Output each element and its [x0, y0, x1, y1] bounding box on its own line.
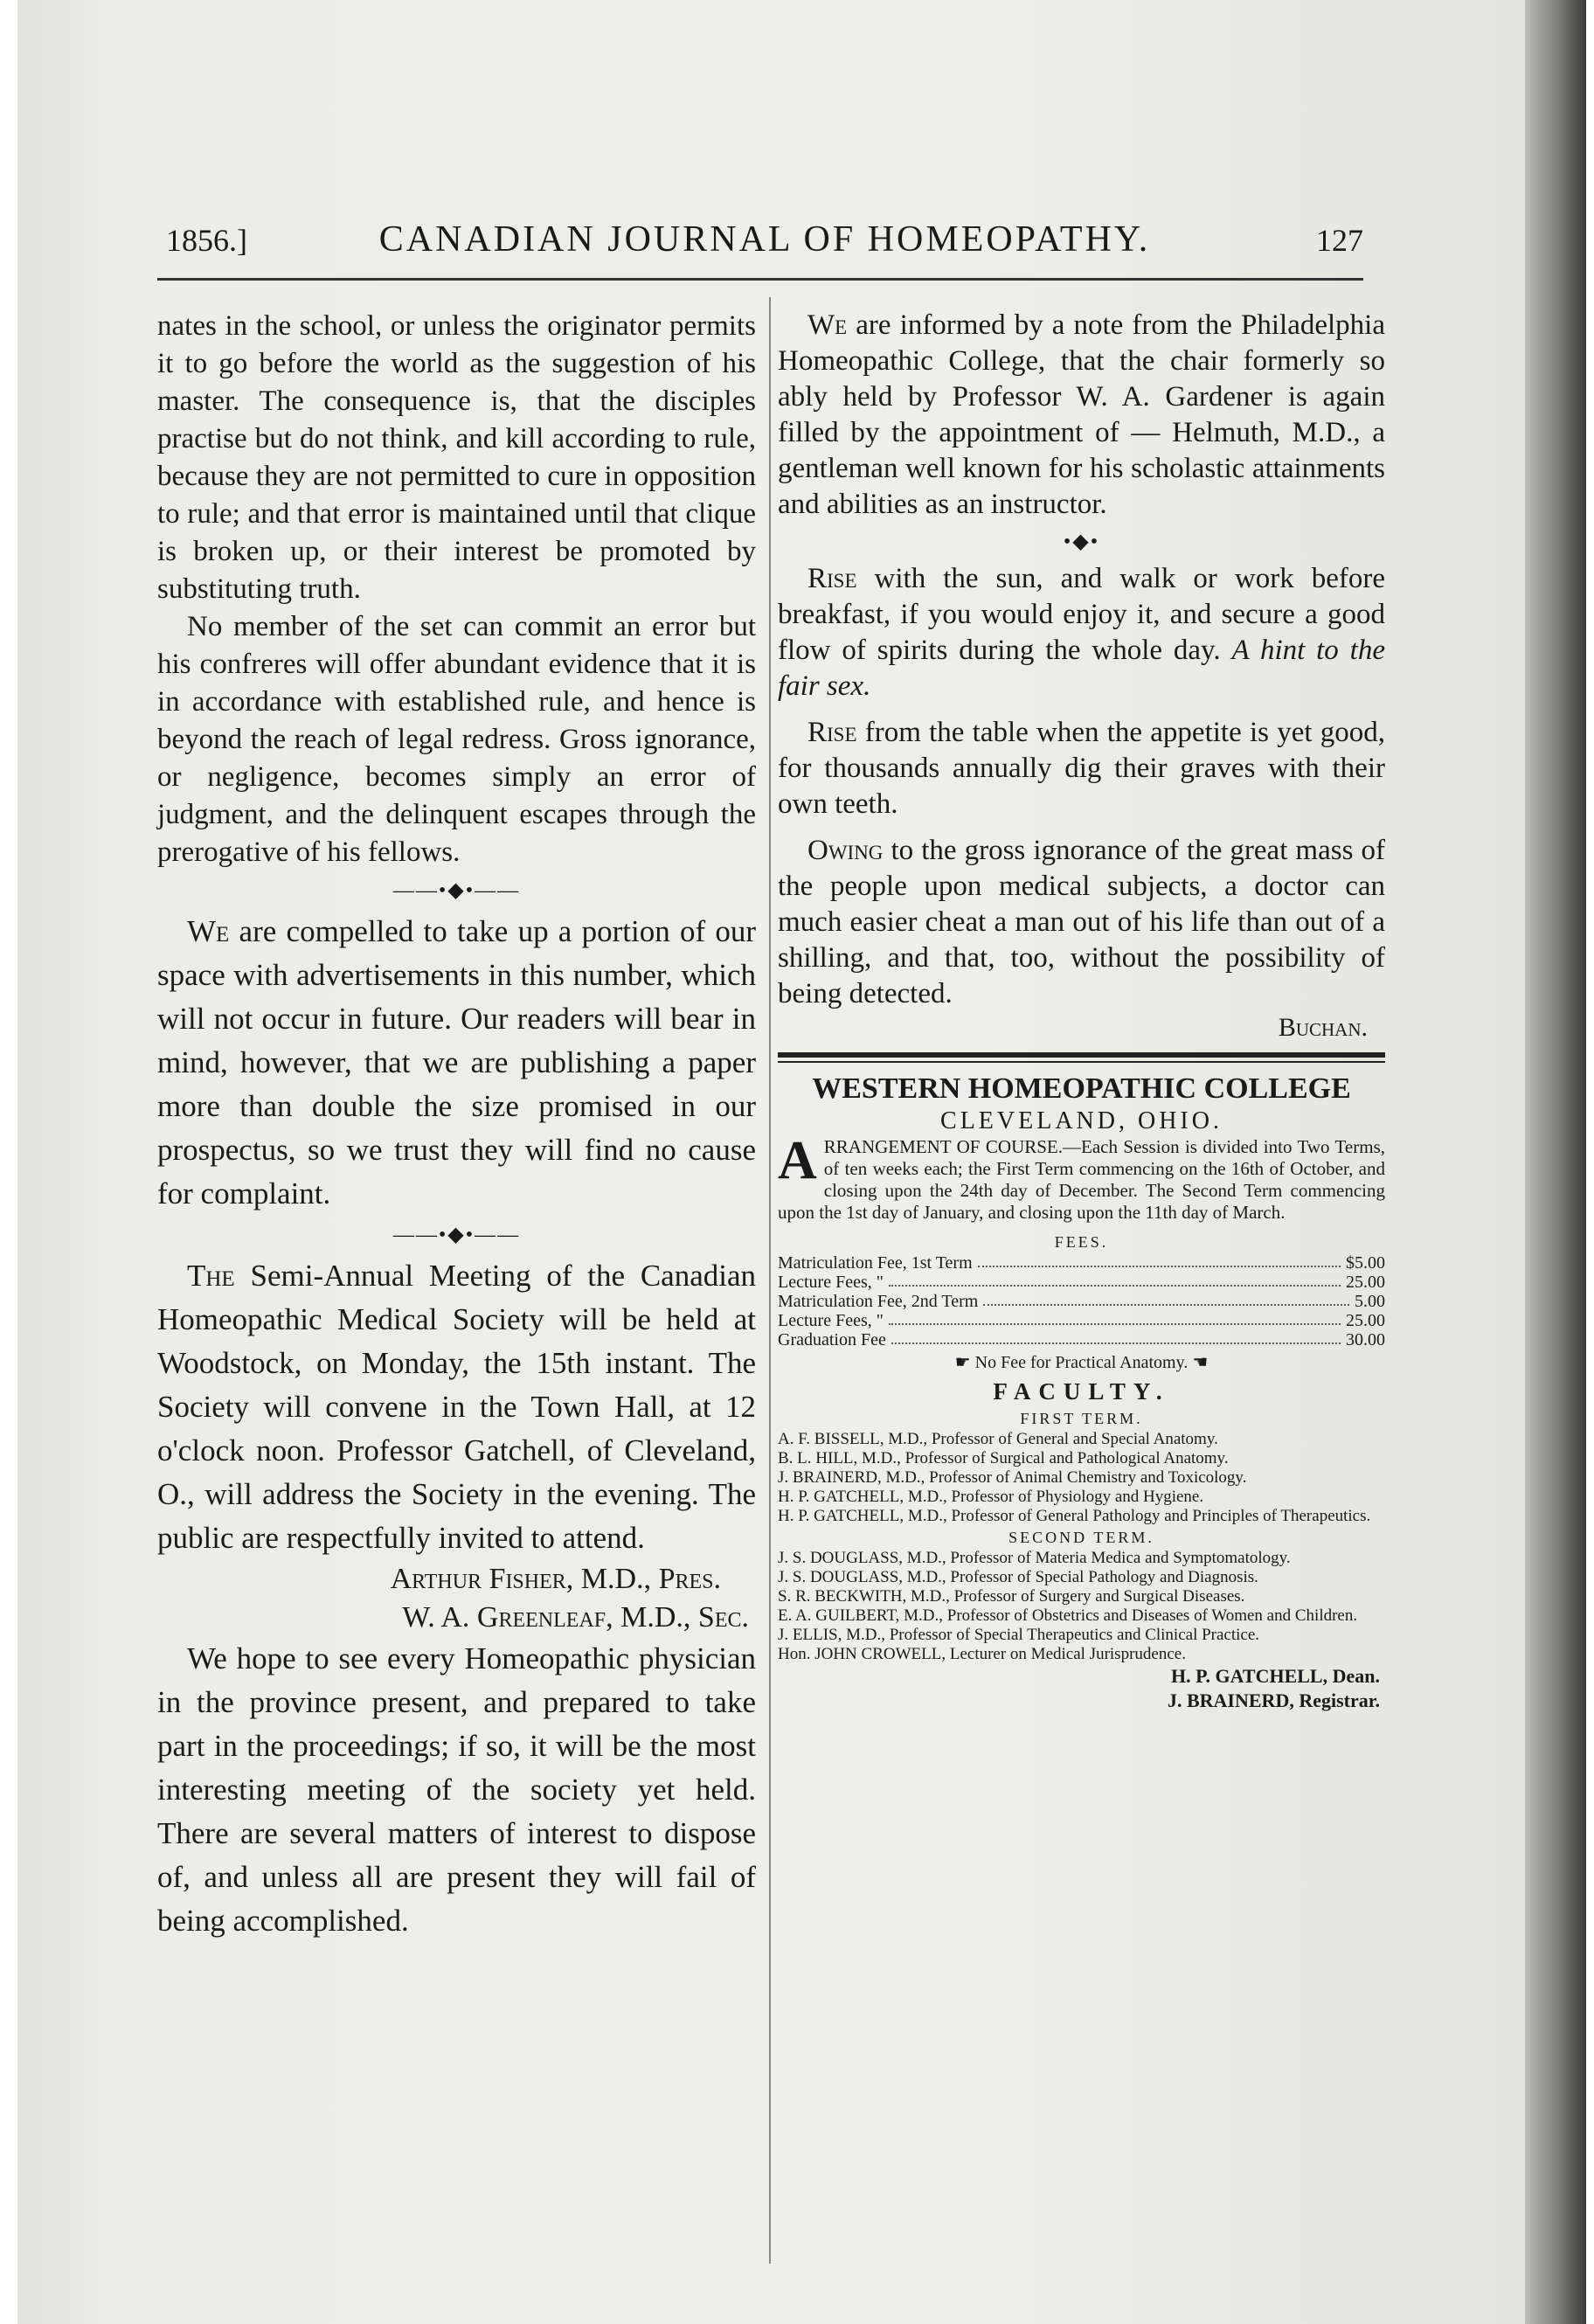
health-maxim: Rise from the table when the appetite is yet good, for thousands annually dig their graves with their own teeth. — [778, 717, 1385, 820]
right-column — [778, 308, 1385, 1713]
health-maxim: Rise with the sun, and walk or work before breakfast, if you would enjoy it, and secure a good flow of spirits during the whole day. A hint to the fair sex. — [778, 563, 1385, 702]
first-term-heading: FIRST TERM. — [1020, 1410, 1143, 1427]
second-term-heading: SECOND TERM. — [1008, 1529, 1154, 1546]
dean: H. P. GATCHELL, Dean. — [1171, 1665, 1380, 1687]
fee-row: Matriculation Fee, 2nd Term 5.00 — [778, 1292, 1385, 1311]
left-column — [157, 308, 756, 1943]
fee-row: Lecture Fees, " 25.00 — [778, 1311, 1385, 1330]
advertisement-rule — [778, 1061, 1385, 1063]
faculty-member: A. F. BISSELL, M.D., Professor of General and Special Anatomy. — [778, 1430, 1218, 1448]
faculty-member: J. S. DOUGLASS, M.D., Professor of Special Pathology and Diagnosis. — [778, 1568, 1258, 1586]
hint-text: A hint to the fair sex. — [778, 635, 1385, 702]
fee-row: Lecture Fees, " 25.00 — [778, 1273, 1385, 1292]
fee-note: ☛ No Fee for Practical Anatomy. ☚ — [954, 1353, 1209, 1372]
section-separator: ——•◆•—— — [392, 879, 521, 902]
journal-title: CANADIAN JOURNAL OF HOMEOPATHY. — [378, 219, 1151, 260]
article-paragraph: No member of the set can commit an error but his confreres will offer abundant evidence that it is in accordance with established rule, and hence is beyond the reach of legal redress. Gross ignorance, or negligence, becomes simply an error of judgment, and the delinquent escapes through the prerogative of his fellows. — [157, 611, 756, 868]
header-rule — [157, 278, 1363, 281]
running-header — [166, 219, 1363, 271]
section-separator: •◆• — [1063, 531, 1100, 553]
drop-cap: A — [778, 1131, 817, 1190]
faculty-member: B. L. HILL, M.D., Professor of Surgical and Pathological Anatomy. — [778, 1449, 1229, 1467]
second-term-faculty — [778, 1549, 1385, 1664]
fee-list — [778, 1253, 1385, 1349]
faculty-member: Hon. JOHN CROWELL, Lecturer on Medical Jurisprudence. — [778, 1645, 1186, 1663]
faculty-member: S. R. BECKWITH, M.D., Professor of Surgery and Surgical Diseases. — [778, 1587, 1245, 1606]
ad-title: WESTERN HOMEOPATHIC COLLEGE — [812, 1072, 1351, 1105]
faculty-member: E. A. GUILBERT, M.D., Professor of Obstetrics and Diseases of Women and Children. — [778, 1606, 1358, 1625]
lead-word: The — [187, 1259, 235, 1293]
meeting-appeal: We hope to see every Homeopathic physician in the province present, and prepared to take part in the proceedings; if so, it will be the most interesting meeting of the society yet held. There are several matters of interest to dispose of, and unless all are present they will fail of being accomplished. — [157, 1641, 756, 1938]
first-term-faculty — [778, 1430, 1385, 1526]
college-advertisement — [778, 1072, 1385, 1713]
faculty-member: H. P. GATCHELL, M.D., Professor of General Pathology and Principles of Therapeutics. — [778, 1507, 1371, 1525]
quote-attribution: Buchan. — [1278, 1013, 1368, 1042]
lead-word: We — [187, 914, 230, 948]
fee-row: Matriculation Fee, 1st Term $5.00 — [778, 1253, 1385, 1273]
faculty-member: H. P. GATCHELL, M.D., Professor of Physiology and Hygiene. — [778, 1488, 1204, 1506]
header-year: 1856.] — [166, 223, 247, 258]
advertisement-notice: We are compelled to take up a portion of our space with advertisements in this number, which will not occur in future. Our readers will bear in mind, however, that we are publishing a paper more than double the size promised in our prospectus, so we trust they will find no cause for complaint. — [157, 914, 756, 1211]
signature-secretary: W. A. Greenleaf, M.D., Sec. — [402, 1601, 749, 1634]
book-spine-shadow — [1525, 0, 1586, 2324]
faculty-member: J. S. DOUGLASS, M.D., Professor of Materia Medica and Symptomatology. — [778, 1549, 1291, 1567]
section-separator: ——•◆•—— — [392, 1224, 521, 1246]
advertisement-rule — [778, 1052, 1385, 1058]
fee-row: Graduation Fee 30.00 — [778, 1330, 1385, 1349]
ad-location: CLEVELAND, OHIO. — [940, 1107, 1223, 1134]
column-divider — [769, 297, 771, 2264]
buchan-quote: Owing to the gross ignorance of the great mass of the people upon medical subjects, a doctor can much easier cheat a man out of his life than out of a shilling, and that, too, without the possibility of being detected. — [778, 835, 1385, 1009]
ad-intro: ARRANGEMENT OF COURSE.—Each Session is divided into Two Terms, of ten weeks each; the First Term commencing on the 16th of October, and closing upon the 24th day of December. The Second Term commencing upon the 1st day of January, and closing upon the 11th day of March. — [778, 1131, 1385, 1223]
faculty-member: J. ELLIS, M.D., Professor of Special Therapeutics and Clinical Practice. — [778, 1626, 1260, 1644]
article-continuation: nates in the school, or unless the originator permits it to go before the world as the suggestion of his master. The consequence is, that the disciples practise but do not think, and kill according to rule, because they are not permitted to cure in opposition to rule; and that error is maintained until that clique is broken up, or their interest be promoted by substituting truth. — [157, 310, 756, 605]
faculty-member: J. BRAINERD, M.D., Professor of Animal Chemistry and Toxicology. — [778, 1468, 1247, 1487]
registrar: J. BRAINERD, Registrar. — [1167, 1689, 1380, 1711]
faculty-heading: FACULTY. — [993, 1378, 1170, 1405]
fees-heading: FEES. — [1054, 1233, 1109, 1251]
signature-president: Arthur Fisher, M.D., Pres. — [390, 1563, 721, 1595]
meeting-notice: The Semi-Annual Meeting of the Canadian Homeopathic Medical Society will be held at Woodstock, on Monday, the 15th instant. The Society will convene in the Town Hall, at 12 o'clock noon. Professor Gatchell, of Cleveland, O., will address the Society in the evening. The public are respectfully invited to attend. — [157, 1259, 756, 1555]
page-number: 127 — [1316, 223, 1363, 258]
journal-page — [17, 0, 1586, 2324]
college-notice: We are informed by a note from the Philadelphia Homeopathic College, that the chair formerly so ably held by Professor W. A. Gardener is again filled by the appointment of — Helmuth, M.D., a gentleman well known for his scholastic attainments and abilities as an instructor. — [778, 309, 1385, 520]
